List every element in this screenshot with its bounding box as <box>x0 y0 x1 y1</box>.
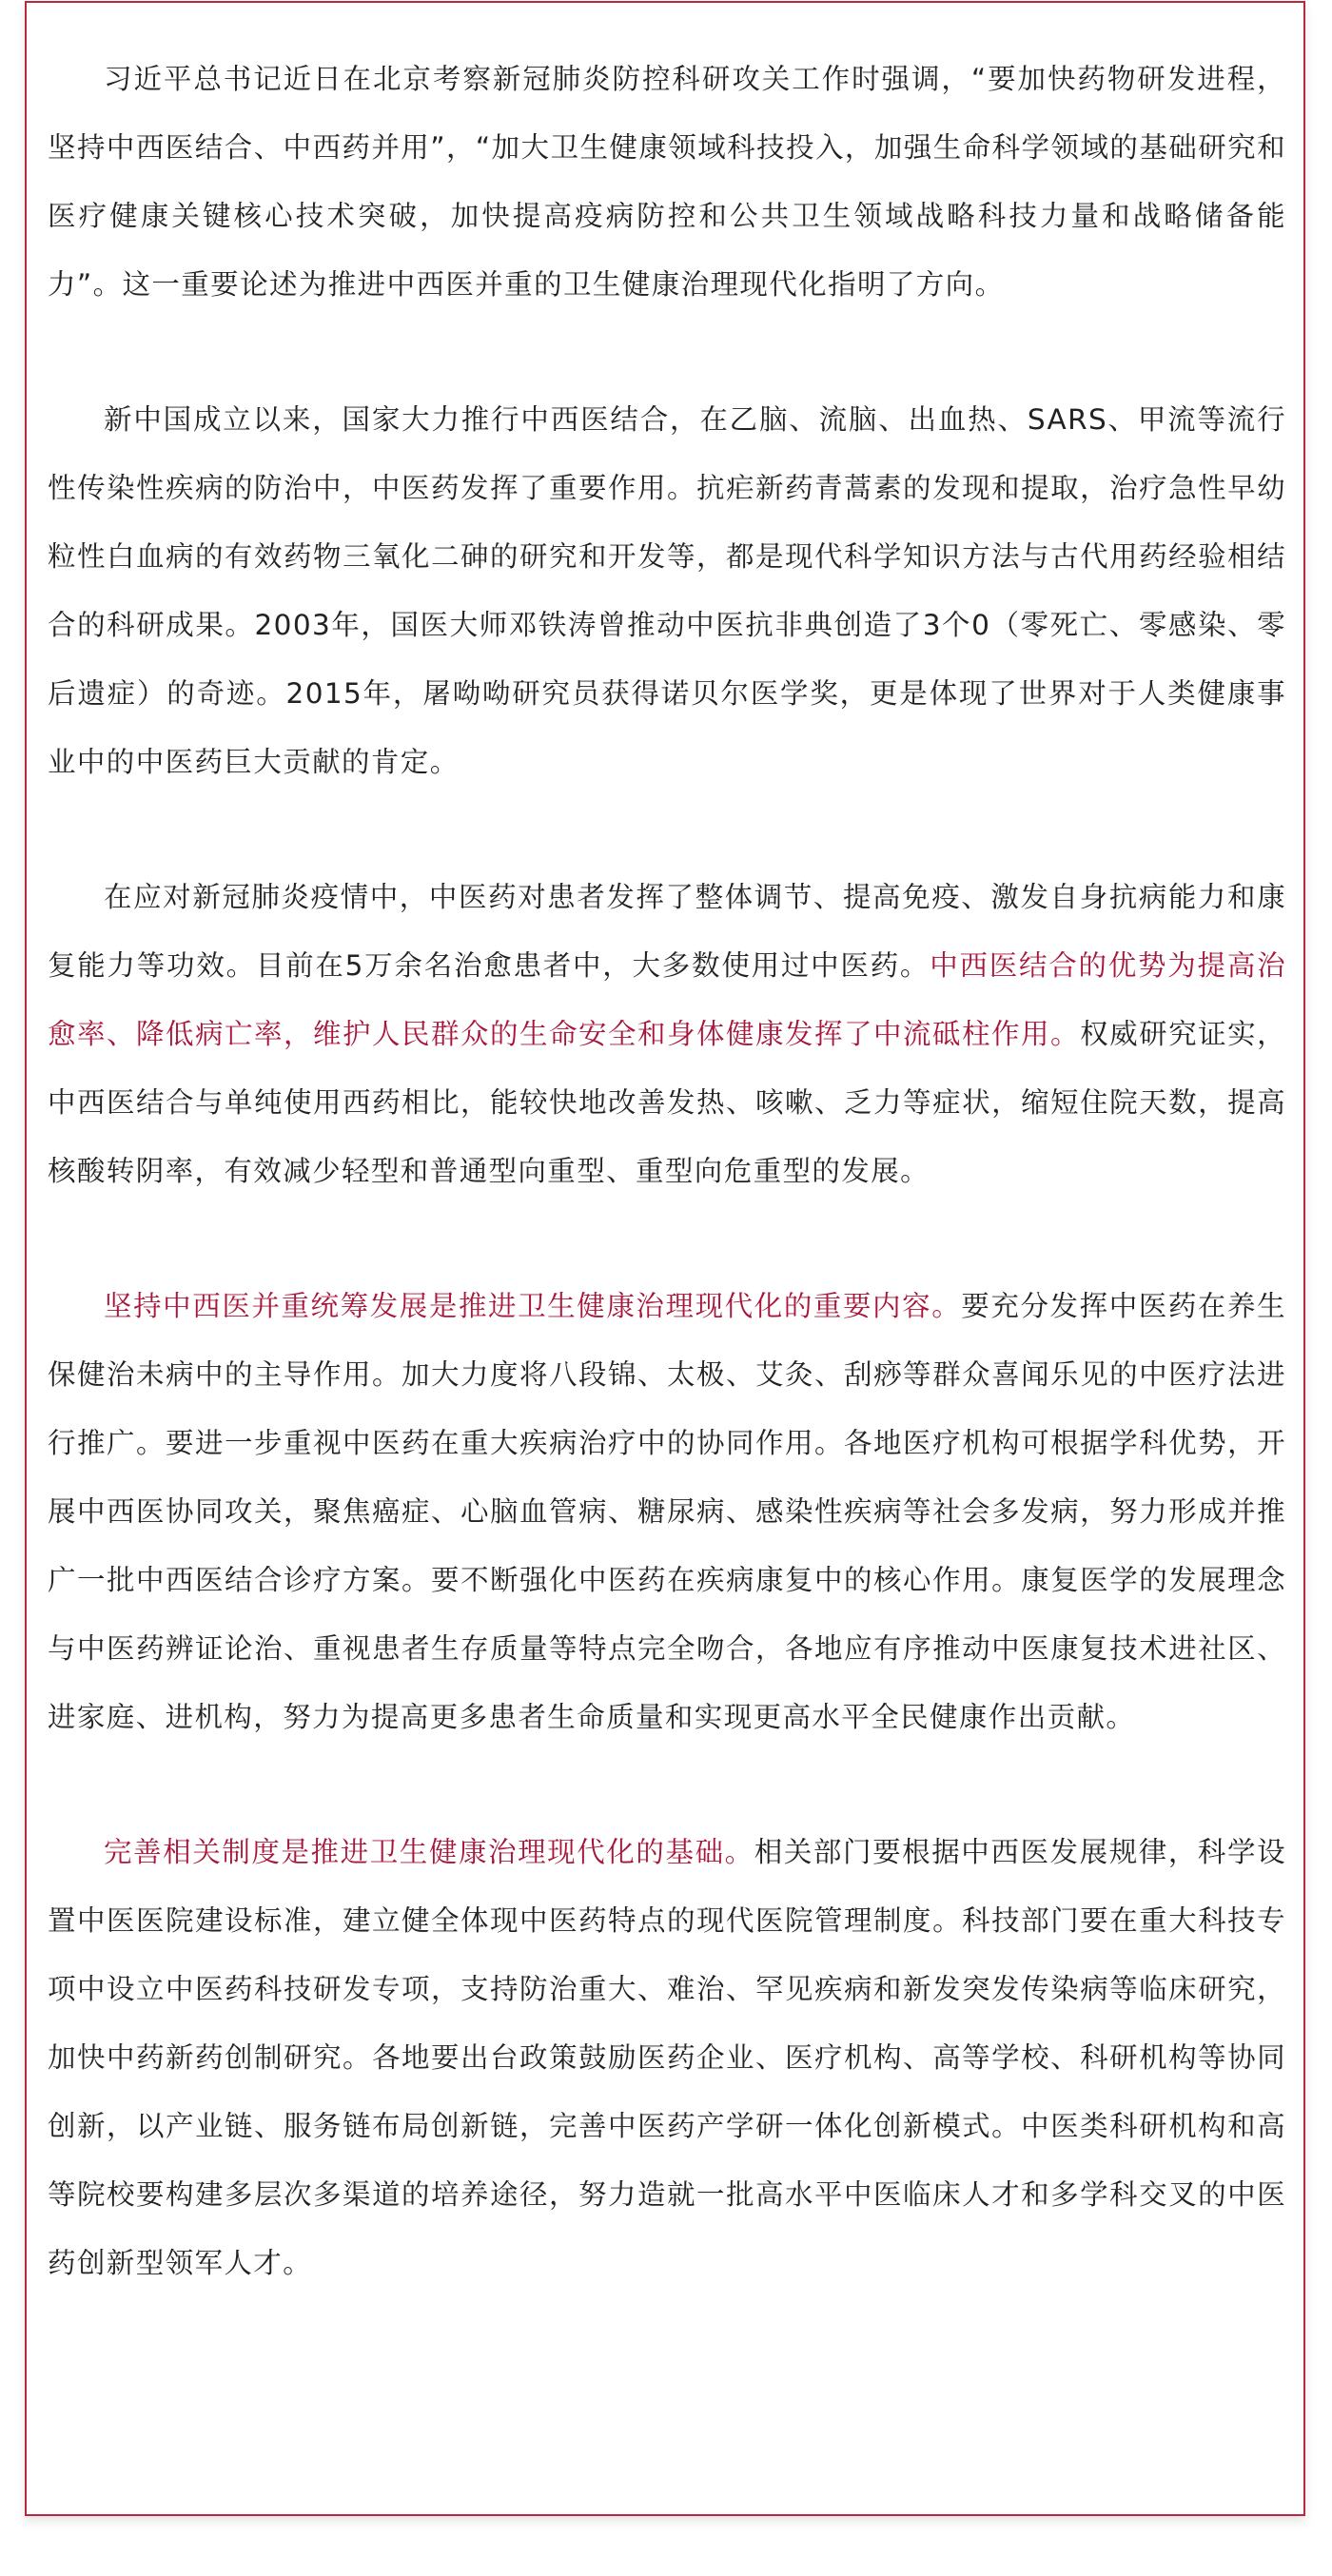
paragraph-3-text-a: 在应对新冠肺炎疫情中，中医药对患者发挥了整体调节、提高免疫、激发自身抗病能力和康复能力等功效。目前在5万余名治愈患者中，大多数使用过中医药。 <box>48 881 1286 982</box>
paragraph-3 <box>48 863 1286 1205</box>
paragraph-3-text-b: 权威研究证实，中西医结合与单纯使用西药相比，能较快地改善发热、咳嗽、乏力等症状，缩短住院天数，提高核酸转阴率，有效减少轻型和普通型向重型、重型向危重型的发展。 <box>48 1018 1286 1187</box>
paragraph-2-text: 新中国成立以来，国家大力推行中西医结合，在乙脑、流脑、出血热、SARS、甲流等流行性传染性疾病的防治中，中医药发挥了重要作用。抗疟新药青蒿素的发现和提取，治疗急性早幼粒性白血病的有效药物三氧化二砷的研究和开发等，都是现代科学知识方法与古代用药经验相结合的科研成果。2003年，国医大师邓铁涛曾推动中医抗非典创造了3个0（零死亡、零感染、零后遗症）的奇迹。2015年，屠呦呦研究员获得诺贝尔医学奖，更是体现了世界对于人类健康事业中的中医药巨大贡献的肯定。 <box>48 403 1286 778</box>
paragraph-5-highlight: 完善相关制度是推进卫生健康治理现代化的基础。 <box>104 1836 754 1868</box>
paragraph-1-text: 习近平总书记近日在北京考察新冠肺炎防控科研攻关工作时强调，“要加快药物研发进程，坚持中西医结合、中西药并用”，“加大卫生健康领域科技投入，加强生命科学领域的基础研究和医疗健康关键核心技术突破，加快提高疫病防控和公共卫生领域战略科技力量和战略储备能力”。这一重要论述为推进中西医并重的卫生健康治理现代化指明了方向。 <box>48 63 1286 301</box>
paragraph-4 <box>48 1272 1286 1751</box>
article-container <box>25 1 1305 2516</box>
paragraph-2 <box>48 385 1286 796</box>
paragraph-5 <box>48 1818 1286 2297</box>
paragraph-4-highlight: 坚持中西医并重统筹发展是推进卫生健康治理现代化的重要内容。 <box>104 1290 962 1322</box>
paragraph-5-text: 相关部门要根据中西医发展规律，科学设置中医医院建设标准，建立健全体现中医药特点的现代医院管理制度。科技部门要在重大科技专项中设立中医药科技研发专项，支持防治重大、难治、罕见疾病和新发突发传染病等临床研究，加快中药新药创制研究。各地要出台政策鼓励医药企业、医疗机构、高等学校、科研机构等协同创新，以产业链、服务链布局创新链，完善中医药产学研一体化创新模式。中医类科研机构和高等院校要构建多层次多渠道的培养途径，努力造就一批高水平中医临床人才和多学科交叉的中医药创新型领军人才。 <box>48 1836 1286 2279</box>
paragraph-3-highlight: 中西医结合的优势为提高治愈率、降低病亡率，维护人民群众的生命安全和身体健康发挥了中流砥柱作用。 <box>48 949 1286 1050</box>
paragraph-4-text: 要充分发挥中医药在养生保健治未病中的主导作用。加大力度将八段锦、太极、艾灸、刮痧等群众喜闻乐见的中医疗法进行推广。要进一步重视中医药在重大疾病治疗中的协同作用。各地医疗机构可根据学科优势，开展中西医协同攻关，聚焦癌症、心脑血管病、糖尿病、感染性疾病等社会多发病，努力形成并推广一批中西医结合诊疗方案。要不断强化中医药在疾病康复中的核心作用。康复医学的发展理念与中医药辨证论治、重视患者生存质量等特点完全吻合，各地应有序推动中医康复技术进社区、进家庭、进机构，努力为提高更多患者生命质量和实现更高水平全民健康作出贡献。 <box>48 1290 1286 1733</box>
paragraph-1 <box>48 45 1286 319</box>
